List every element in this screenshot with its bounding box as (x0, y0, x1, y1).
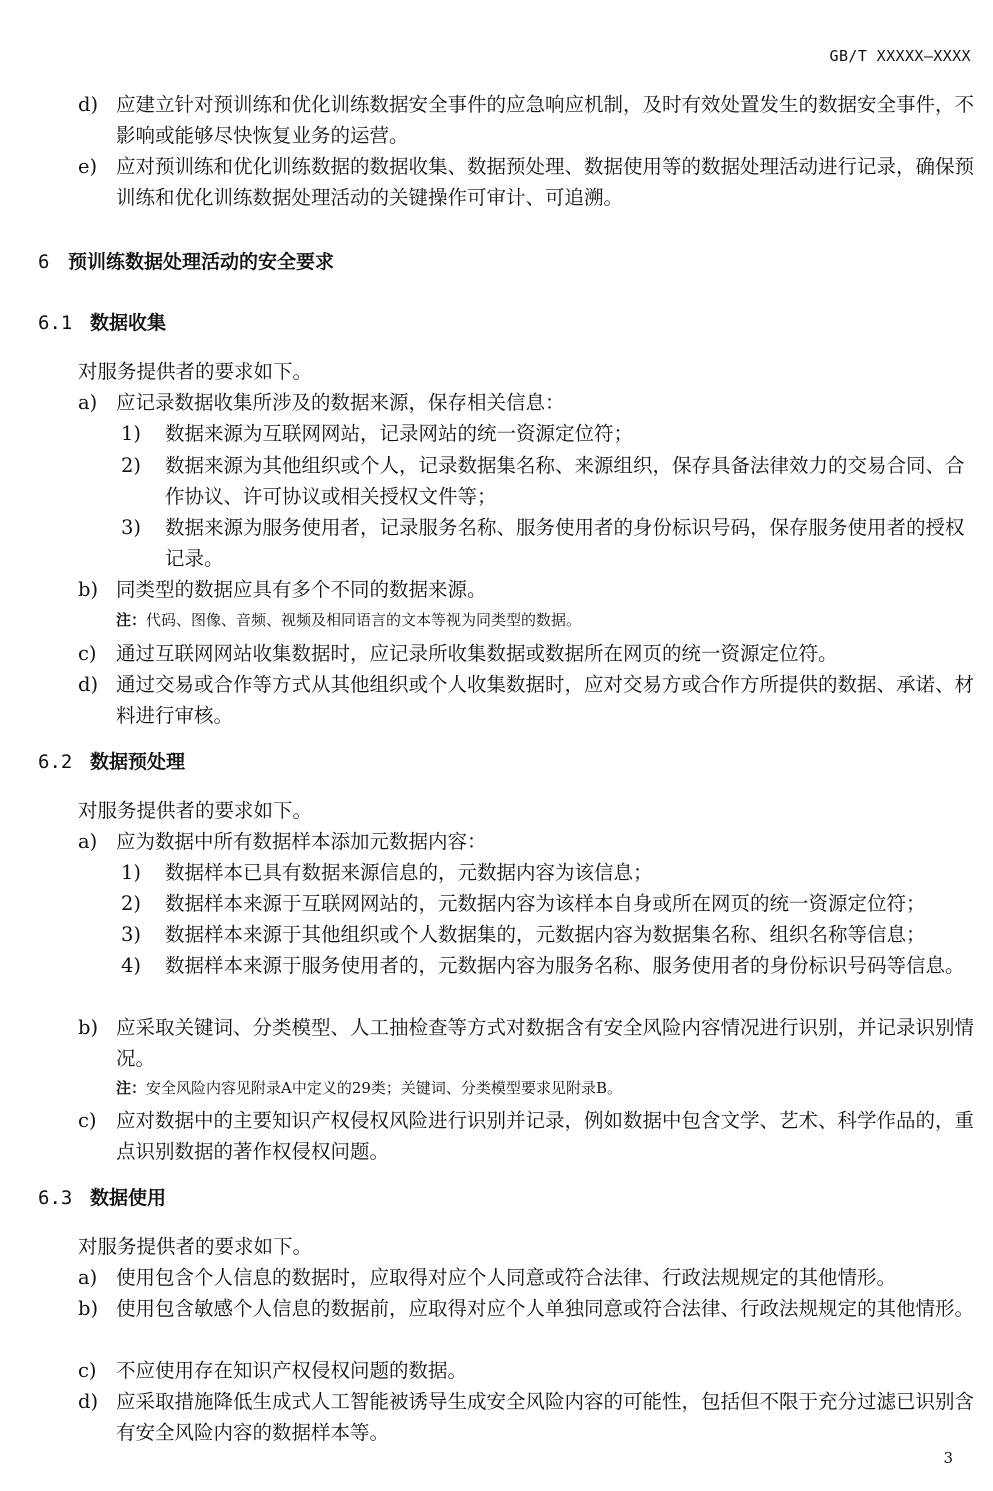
sub-list-item (121, 950, 974, 981)
section-heading-6-2 (38, 749, 185, 775)
list-item (78, 1355, 974, 1386)
item-label: e) (78, 155, 98, 178)
section-title: 数据收集 (90, 312, 167, 334)
page-number: 3 (943, 1449, 953, 1467)
item-label: b) (78, 578, 99, 601)
section-number: 6.3 (38, 1187, 73, 1209)
sub-list-item (121, 888, 974, 919)
item-label: c) (78, 1359, 97, 1382)
list-item (78, 1262, 974, 1293)
item-label: 1) (121, 422, 142, 445)
list-item (78, 1386, 974, 1448)
item-text: 使用包含个人信息的数据时，应取得对应个人同意或符合法律、行政法规规定的其他情形。 (116, 1266, 897, 1289)
note-text: 安全风险内容见附录A中定义的29类；关键词、分类模型要求见附录B。 (146, 1079, 622, 1097)
list-item (78, 1293, 974, 1324)
section-title: 数据预处理 (90, 751, 186, 773)
item-text: 数据样本来源于服务使用者的，元数据内容为服务名称、服务使用者的身份标识号码等信息。 (165, 954, 965, 977)
note-label: 注： (116, 611, 147, 629)
note-text: 代码、图像、音频、视频及相同语言的文本等视为同类型的数据。 (146, 611, 582, 629)
item-text: 应对数据中的主要知识产权侵权风险进行识别并记录，例如数据中包含文学、艺术、科学作品的，重点识别数据的著作权侵权问题。 (116, 1109, 975, 1163)
item-text: 数据样本来源于互联网网站的，元数据内容为该样本自身或所在网页的统一资源定位符； (165, 892, 926, 915)
section-title: 预训练数据处理活动的安全要求 (68, 251, 335, 273)
sub-list-item (121, 857, 974, 888)
note-label: 注： (116, 1079, 147, 1097)
list-item (78, 387, 974, 418)
item-label: b) (78, 1297, 99, 1320)
item-label: c) (78, 642, 97, 665)
item-label: 2) (121, 454, 142, 477)
item-text: 应采取关键词、分类模型、人工抽检查等方式对数据含有安全风险内容情况进行识别，并记录识别情况。 (116, 1016, 975, 1070)
item-label: 3) (121, 923, 142, 946)
item-text: 数据来源为服务使用者，记录服务名称、服务使用者的身份标识号码，保存服务使用者的授权记录。 (165, 516, 965, 570)
intro-paragraph: 对服务提供者的要求如下。 (78, 799, 313, 822)
item-label: 4) (121, 954, 142, 977)
item-label: 2) (121, 892, 142, 915)
item-text: 通过互联网网站收集数据时，应记录所收集数据或数据所在网页的统一资源定位符。 (116, 642, 838, 665)
sub-list-item (121, 418, 974, 449)
note (116, 609, 581, 631)
item-label: d) (78, 673, 99, 696)
item-label: 3) (121, 516, 142, 539)
item-label: c) (78, 1109, 97, 1132)
item-label: b) (78, 1016, 99, 1039)
list-item (78, 638, 974, 669)
item-text: 数据来源为其他组织或个人，记录数据集名称、来源组织，保存具备法律效力的交易合同、合作协议、许可协议或相关授权文件等； (165, 454, 965, 508)
sub-list-item (121, 919, 974, 950)
section-title: 数据使用 (90, 1187, 167, 1209)
item-text: 应记录数据收集所涉及的数据来源，保存相关信息： (116, 391, 565, 414)
item-label: d) (78, 93, 99, 116)
section-number: 6.1 (38, 312, 73, 334)
item-label: d) (78, 1390, 99, 1413)
sub-list-item (121, 450, 974, 512)
list-item (78, 1012, 974, 1074)
section-heading-6-3 (38, 1185, 166, 1211)
item-text: 应为数据中所有数据样本添加元数据内容： (116, 830, 487, 853)
section-heading-6 (38, 249, 334, 275)
item-label: a) (78, 391, 98, 414)
list-item (78, 151, 974, 213)
list-item (78, 89, 974, 151)
list-item (78, 1105, 974, 1167)
intro-paragraph: 对服务提供者的要求如下。 (78, 1235, 313, 1258)
note (116, 1077, 622, 1099)
item-label: a) (78, 830, 98, 853)
list-item (78, 574, 974, 605)
sub-list-item (121, 512, 974, 574)
section-number: 6.2 (38, 751, 73, 773)
section-heading-6-1 (38, 310, 166, 336)
item-text: 使用包含敏感个人信息的数据前，应取得对应个人单独同意或符合法律、行政法规规定的其他情形。 (116, 1297, 975, 1320)
document-code-header: GB/T XXXXX—XXXX (829, 47, 971, 65)
item-text: 应建立针对预训练和优化训练数据安全事件的应急响应机制，及时有效处置发生的数据安全事件，不影响或能够尽快恢复业务的运营。 (116, 93, 975, 147)
item-text: 不应使用存在知识产权侵权问题的数据。 (116, 1359, 468, 1382)
list-item (78, 826, 974, 857)
item-text: 同类型的数据应具有多个不同的数据来源。 (116, 578, 487, 601)
intro-paragraph: 对服务提供者的要求如下。 (78, 360, 313, 383)
section-number: 6 (38, 251, 50, 273)
item-text: 应对预训练和优化训练数据的数据收集、数据预处理、数据使用等的数据处理活动进行记录，确保预训练和优化训练数据处理活动的关键操作可审计、可追溯。 (116, 155, 975, 209)
item-text: 数据样本来源于其他组织或个人数据集的，元数据内容为数据集名称、组织名称等信息； (165, 923, 926, 946)
item-text: 应采取措施降低生成式人工智能被诱导生成安全风险内容的可能性，包括但不限于充分过滤已识别含有安全风险内容的数据样本等。 (116, 1390, 975, 1444)
item-label: 1) (121, 861, 142, 884)
item-text: 数据来源为互联网网站，记录网站的统一资源定位符； (165, 422, 634, 445)
item-text: 数据样本已具有数据来源信息的，元数据内容为该信息； (165, 861, 653, 884)
item-label: a) (78, 1266, 98, 1289)
item-text: 通过交易或合作等方式从其他组织或个人收集数据时，应对交易方或合作方所提供的数据、承诺、材料进行审核。 (116, 673, 975, 727)
list-item (78, 669, 974, 731)
